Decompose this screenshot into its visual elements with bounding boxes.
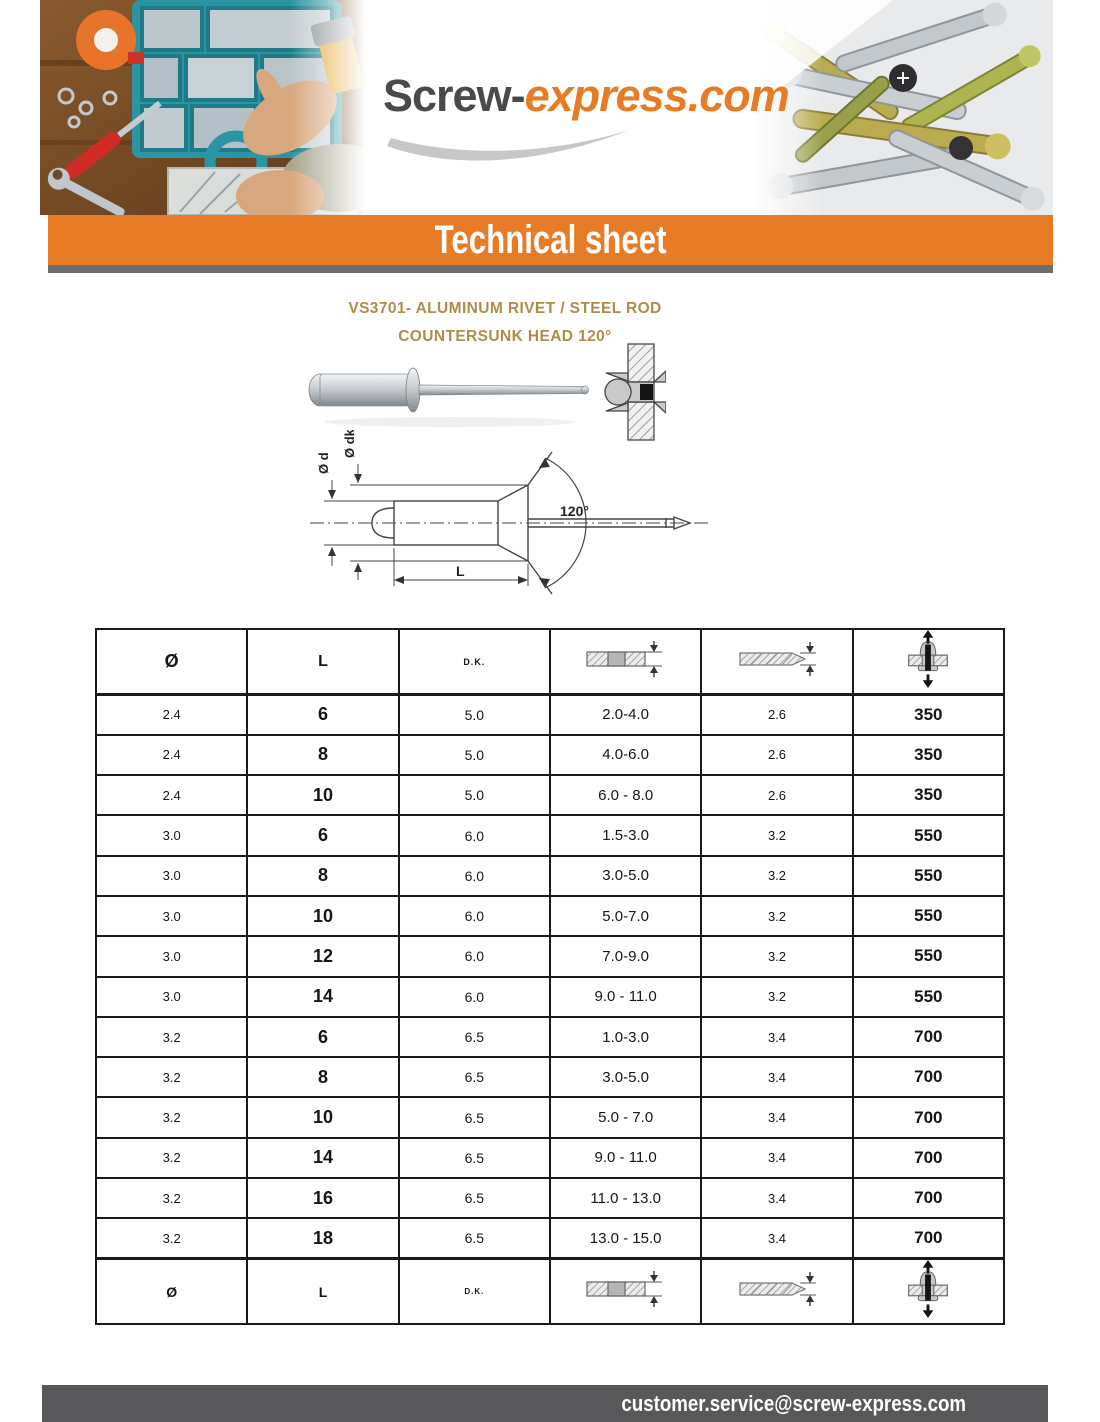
cell-strength: 550 (853, 856, 1004, 896)
cell-strength: 550 (853, 977, 1004, 1017)
spec-table-footer (96, 1259, 1004, 1325)
cell-length: 10 (247, 775, 398, 815)
cell-grip-range: 1.5-3.0 (550, 815, 701, 855)
cell-length: 10 (247, 1097, 398, 1137)
cell-strength: 700 (853, 1017, 1004, 1057)
cell-length: 18 (247, 1218, 398, 1258)
cell-grip-range: 3.0-5.0 (550, 856, 701, 896)
cell-hole-diameter: 2.6 (701, 695, 852, 735)
table-row (96, 1097, 1004, 1137)
cell-strength: 700 (853, 1097, 1004, 1137)
cell-grip-range: 9.0 - 11.0 (550, 977, 701, 1017)
col-footer-diameter: Ø (96, 1259, 247, 1325)
label-angle: 120° (560, 503, 589, 519)
cell-grip-range: 1.0-3.0 (550, 1017, 701, 1057)
cell-strength: 700 (853, 1218, 1004, 1258)
table-row (96, 936, 1004, 976)
cell-dk: 5.0 (399, 775, 550, 815)
cell-dk: 6.0 (399, 856, 550, 896)
table-row (96, 695, 1004, 735)
banner-divider (48, 265, 1053, 273)
cell-hole-diameter: 2.6 (701, 775, 852, 815)
cell-grip-range: 11.0 - 13.0 (550, 1178, 701, 1218)
cell-hole-diameter: 3.4 (701, 1017, 852, 1057)
col-header-diameter: Ø (96, 629, 247, 695)
cell-diameter: 3.2 (96, 1097, 247, 1137)
table-row (96, 856, 1004, 896)
cell-length: 6 (247, 815, 398, 855)
cell-diameter: 3.2 (96, 1178, 247, 1218)
product-title-line2: COUNTERSUNK HEAD 120° (398, 328, 612, 345)
header-photo-workbench (40, 0, 365, 215)
cell-length: 12 (247, 936, 398, 976)
logo-prefix: Screw- (383, 70, 525, 121)
cell-length: 8 (247, 856, 398, 896)
cell-dk: 5.0 (399, 695, 550, 735)
rivet-product-photo (300, 352, 600, 435)
cell-diameter: 3.2 (96, 1017, 247, 1057)
cell-hole-diameter: 3.4 (701, 1138, 852, 1178)
cell-length: 6 (247, 695, 398, 735)
tensile-strength-icon (905, 630, 951, 688)
cell-strength: 550 (853, 936, 1004, 976)
cell-strength: 350 (853, 775, 1004, 815)
cell-grip-range: 4.0-6.0 (550, 735, 701, 775)
brand-logo (383, 70, 789, 170)
cell-length: 14 (247, 1138, 398, 1178)
table-row (96, 1057, 1004, 1097)
cell-strength: 350 (853, 735, 1004, 775)
grip-range-icon (583, 1269, 669, 1309)
hole-diameter-icon (734, 1269, 820, 1309)
cell-strength: 550 (853, 896, 1004, 936)
cell-diameter: 2.4 (96, 775, 247, 815)
cell-length: 8 (247, 735, 398, 775)
col-footer-hole-diameter (701, 1259, 852, 1325)
cell-diameter: 3.2 (96, 1218, 247, 1258)
cell-dk: 6.0 (399, 977, 550, 1017)
cell-grip-range: 3.0-5.0 (550, 1057, 701, 1097)
table-row (96, 775, 1004, 815)
label-body-diameter: Ø d (316, 452, 331, 474)
cell-grip-range: 9.0 - 11.0 (550, 1138, 701, 1178)
spec-table-body (96, 695, 1004, 1259)
cell-diameter: 3.0 (96, 815, 247, 855)
cell-dk: 6.5 (399, 1057, 550, 1097)
cell-hole-diameter: 3.4 (701, 1218, 852, 1258)
col-header-length: L (247, 629, 398, 695)
hole-diameter-icon (734, 639, 820, 679)
cell-hole-diameter: 3.2 (701, 856, 852, 896)
cell-hole-diameter: 3.4 (701, 1057, 852, 1097)
cell-dk: 6.5 (399, 1017, 550, 1057)
cell-diameter: 3.2 (96, 1138, 247, 1178)
table-row (96, 1218, 1004, 1258)
cell-hole-diameter: 3.2 (701, 815, 852, 855)
grip-range-icon (583, 639, 669, 679)
cell-length: 16 (247, 1178, 398, 1218)
cell-dk: 6.5 (399, 1178, 550, 1218)
table-row (96, 1178, 1004, 1218)
cell-diameter: 2.4 (96, 695, 247, 735)
cell-dk: 6.5 (399, 1218, 550, 1258)
cell-length: 8 (247, 1057, 398, 1097)
cell-dk: 6.0 (399, 896, 550, 936)
cell-strength: 350 (853, 695, 1004, 735)
cell-grip-range: 5.0 - 7.0 (550, 1097, 701, 1137)
cell-diameter: 2.4 (96, 735, 247, 775)
cell-diameter: 3.0 (96, 977, 247, 1017)
cell-strength: 700 (853, 1178, 1004, 1218)
cell-diameter: 3.2 (96, 1057, 247, 1097)
cell-hole-diameter: 3.4 (701, 1097, 852, 1137)
table-row (96, 977, 1004, 1017)
col-header-grip-range (550, 629, 701, 695)
col-footer-dk: D.K. (399, 1259, 550, 1325)
cell-strength: 700 (853, 1138, 1004, 1178)
cell-diameter: 3.0 (96, 856, 247, 896)
col-footer-strength (853, 1259, 1004, 1325)
brand-logo-text (383, 70, 789, 122)
cell-grip-range: 7.0-9.0 (550, 936, 701, 976)
label-head-diameter: Ø dk (342, 430, 357, 458)
cell-hole-diameter: 3.4 (701, 1178, 852, 1218)
table-row (96, 1138, 1004, 1178)
logo-suffix: express.com (524, 70, 789, 121)
cell-diameter: 3.0 (96, 936, 247, 976)
cell-length: 6 (247, 1017, 398, 1057)
cell-hole-diameter: 3.2 (701, 936, 852, 976)
product-title-line1: VS3701- ALUMINUM RIVET / STEEL ROD (348, 300, 662, 317)
col-footer-grip-range (550, 1259, 701, 1325)
cell-dk: 6.5 (399, 1138, 550, 1178)
cell-grip-range: 5.0-7.0 (550, 896, 701, 936)
cell-diameter: 3.0 (96, 896, 247, 936)
banner-title: Technical sheet (434, 217, 667, 262)
cell-strength: 550 (853, 815, 1004, 855)
col-footer-length: L (247, 1259, 398, 1325)
cell-grip-range: 13.0 - 15.0 (550, 1218, 701, 1258)
cell-length: 14 (247, 977, 398, 1017)
col-header-strength (853, 629, 1004, 695)
dimension-drawing (298, 430, 718, 605)
cell-dk: 6.0 (399, 936, 550, 976)
col-header-dk: D.K. (399, 629, 550, 695)
table-row (96, 896, 1004, 936)
cell-grip-range: 6.0 - 8.0 (550, 775, 701, 815)
label-length: L (456, 563, 465, 579)
product-title (95, 295, 915, 351)
cell-hole-diameter: 3.2 (701, 896, 852, 936)
table-row (96, 815, 1004, 855)
customer-service-email: customer.service@screw-express.com (620, 1390, 966, 1416)
cell-dk: 5.0 (399, 735, 550, 775)
logo-swoosh (383, 122, 633, 162)
cell-strength: 700 (853, 1057, 1004, 1097)
cell-dk: 6.0 (399, 815, 550, 855)
cell-dk: 6.5 (399, 1097, 550, 1137)
col-header-hole-diameter (701, 629, 852, 695)
tensile-strength-icon (905, 1260, 951, 1318)
table-row (96, 1017, 1004, 1057)
cell-hole-diameter: 3.2 (701, 977, 852, 1017)
table-row (96, 735, 1004, 775)
cell-length: 10 (247, 896, 398, 936)
page-footer (42, 1385, 1048, 1422)
technical-sheet-banner (48, 215, 1053, 265)
cell-hole-diameter: 2.6 (701, 735, 852, 775)
spec-table (95, 628, 1005, 1325)
cell-grip-range: 2.0-4.0 (550, 695, 701, 735)
header-photo-screws (753, 0, 1053, 215)
spec-table-header (96, 629, 1004, 695)
